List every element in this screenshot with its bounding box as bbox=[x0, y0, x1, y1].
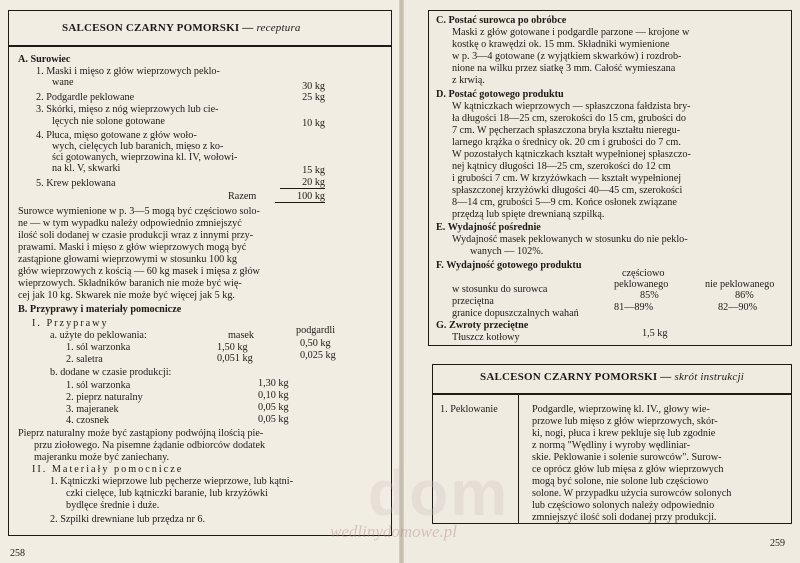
item-4-line4: na kl. V, skwarki bbox=[52, 163, 121, 174]
e-line: Wydajność masek peklowanych w stosunku do nie peklo- bbox=[452, 234, 688, 245]
pekl-row-2-v1: 0,051 kg bbox=[217, 353, 253, 364]
instruction-title bbox=[480, 371, 744, 383]
c-line: z krwią. bbox=[452, 75, 485, 86]
d-line: 8—14 cm, grubości 5—9 cm. Końce osłonek związane bbox=[452, 197, 677, 208]
section-f-heading: F. Wydajność gotowego produktu bbox=[436, 260, 582, 271]
pekl-row-1-v1: 1,50 kg bbox=[217, 342, 248, 353]
subsection-a: a. użyte do peklowania: bbox=[50, 330, 147, 341]
item-5-qty: 20 kg bbox=[280, 177, 325, 189]
material-1-line1: 1. Kątniczki wieprzowe lub pęcherze wieprzowe, lub kątni- bbox=[50, 476, 293, 487]
para1-line: prawami. Maski i mięso z głów wieprzowych mogą być bbox=[18, 242, 247, 253]
item-3-qty: 10 kg bbox=[302, 118, 325, 129]
section-c-heading: C. Postać surowca po obróbce bbox=[436, 15, 567, 26]
instruction-title-sub: skrót instrukcji bbox=[674, 371, 744, 383]
para1-line: cej jak 10 kg. Skwarek nie może być więcej jak 5 kg. bbox=[18, 290, 235, 301]
instruction-line: lub częściowo solonych należy odpowiednio bbox=[532, 500, 715, 511]
instruction-line: z normą "Wędliny i wyroby wędliniar- bbox=[532, 440, 691, 451]
d-line: W pozostałych kątniczkach kształt wypełnionej spłaszczo- bbox=[452, 149, 691, 160]
watermark-large: dom bbox=[368, 457, 510, 529]
pekl-row-2-v2: 0,025 kg bbox=[300, 350, 336, 361]
d-line: 7 cm. W pęcherzach spłaszczona bryła kształtu nieregu- bbox=[452, 125, 681, 136]
instruction-line: zmniejszyć ilość soli dodanej przy produkcji. bbox=[532, 512, 717, 523]
pekl-row-1-v2: 0,50 kg bbox=[300, 338, 331, 349]
subsection-b: b. dodane w czasie produkcji: bbox=[50, 367, 172, 378]
f-row3-v2: 82—90% bbox=[718, 302, 758, 313]
item-1-line2: wane bbox=[52, 77, 74, 88]
col-podgardli: podgardli bbox=[296, 325, 336, 336]
para1-line: wieprzowych. Składników baranich nie może być wię- bbox=[18, 278, 242, 289]
pekl-row-1-name: 1. sól warzonka bbox=[66, 342, 131, 353]
instruction-line: solone. W przypadku użycia surowców solonych bbox=[532, 488, 732, 499]
instruction-line: ki, nogi, płuca i krew pekluje się lub zgodnie bbox=[532, 428, 716, 439]
material-1-line3: bydlęce średnie i duże. bbox=[66, 500, 160, 511]
section-ii-heading: II. Materiały pomocnicze bbox=[32, 464, 184, 475]
d-line: i grubości 7 cm. W krzyżówkach — kształt wypełnionej bbox=[452, 173, 682, 184]
prod-row-3-name: 3. majeranek bbox=[66, 404, 119, 415]
instruction-line: ce oprócz głów lub mięsa z głów wieprzowych bbox=[532, 464, 724, 475]
instruction-title-text: SALCESON CZARNY POMORSKI — bbox=[480, 371, 672, 383]
item-4-line3: ści gotowanych, wieprzowina kl. IV, wołowi- bbox=[52, 152, 238, 163]
item-2-line1: 2. Podgardle peklowane bbox=[36, 92, 135, 103]
c-line: w p. 3—4 gotowane (z wyjątkiem skwarków) i rozdrob- bbox=[452, 51, 682, 62]
f-col1-line2: peklowanego bbox=[614, 279, 669, 290]
item-5-line1: 5. Krew peklowana bbox=[36, 178, 116, 189]
d-line: spłaszczonej krzyżówki długości 40—45 cm, szerokości bbox=[452, 185, 683, 196]
f-row2-v2: 86% bbox=[735, 290, 754, 301]
watermark: wedlinydomowe.pl bbox=[330, 522, 458, 541]
section-b-heading: B. Przyprawy i materiały pomocnicze bbox=[18, 304, 182, 315]
prod-row-2-v: 0,10 kg bbox=[258, 390, 289, 401]
d-line: larnego krążka o średnicy ok. 20 cm i grubości do 7 cm. bbox=[452, 137, 681, 148]
f-row1: w stosunku do surowca bbox=[452, 284, 548, 295]
para2-line: przu ziołowego. Na pisemne żądanie odbiorców dodatek bbox=[34, 440, 266, 451]
item-1-line1: 1. Maski i mięso z głów wieprzowych peklo- bbox=[36, 66, 220, 77]
prod-row-4-v: 0,05 kg bbox=[258, 414, 289, 425]
prod-row-1-v: 1,30 kg bbox=[258, 378, 289, 389]
d-line: nej kątnicy długości 18—25 cm, szerokości do 12 cm bbox=[452, 161, 671, 172]
page-number-right: 259 bbox=[770, 538, 785, 549]
para1-line: ne — w tym wypadku należy odpowiednio zmniejszyć bbox=[18, 218, 242, 229]
f-col2: nie peklowanego bbox=[705, 279, 775, 290]
col-masek: masek bbox=[228, 330, 255, 341]
f-row2-v1: 85% bbox=[640, 290, 659, 301]
item-4-line2: wych, cielęcych lub baranich, mięso z ko- bbox=[52, 141, 224, 152]
d-line: ła długości 18—25 cm, szerokości do 15 cm, grubości do bbox=[452, 113, 686, 124]
e-line: wanych — 102%. bbox=[470, 246, 544, 257]
item-2-qty: 25 kg bbox=[302, 92, 325, 103]
para2-line: majeranku może być zaniechany. bbox=[34, 452, 170, 463]
f-row3: granice dopuszczalnych wahań bbox=[452, 308, 579, 319]
instruction-step-label: 1. Peklowanie bbox=[440, 404, 498, 415]
para1-line: głów wieprzowych z kością — 60 kg masek i mięsa z głów bbox=[18, 266, 260, 277]
instruction-column-divider bbox=[518, 394, 519, 524]
para1-line: Surowce wymienione w p. 3—5 mogą być częściowo solo- bbox=[18, 206, 260, 217]
recipe-title-sub: receptura bbox=[256, 22, 301, 34]
recipe-title-text: SALCESON CZARNY POMORSKI — bbox=[62, 22, 254, 34]
para2-line: Pieprz naturalny może być zastąpiony podwójną ilością pie- bbox=[18, 428, 264, 439]
para1-line: zastąpione głowami wieprzowymi w stosunku 100 kg bbox=[18, 254, 237, 265]
d-line: W kątniczkach wieprzowych — spłaszczona fałdzista bry- bbox=[452, 101, 691, 112]
section-i-heading: I. Przyprawy bbox=[32, 318, 109, 329]
item-4-line1: 4. Płuca, mięso gotowane z głów woło- bbox=[36, 130, 197, 141]
recipe-title bbox=[62, 22, 301, 34]
prod-row-3-v: 0,05 kg bbox=[258, 402, 289, 413]
f-col1-line1: częściowo bbox=[622, 268, 665, 279]
section-g-heading: G. Zwroty przeciętne bbox=[436, 320, 529, 331]
instruction-line: Podgardle, wieprzowinę kl. IV., głowy wie- bbox=[532, 404, 710, 415]
section-e-heading: E. Wydajność pośrednie bbox=[436, 222, 541, 233]
prod-row-2-name: 2. pieprz naturalny bbox=[66, 392, 143, 403]
instruction-line: przowe lub mięso z głów wieprzowych, skór- bbox=[532, 416, 718, 427]
item-3-line2: lęcych nie solone gotowane bbox=[52, 116, 165, 127]
c-line: nione na wilku przez siatkę 3 mm. Całość wymieszana bbox=[452, 63, 676, 74]
c-line: Maski z głów gotowane i podgardle parzone — krojone w bbox=[452, 27, 690, 38]
material-1-line2: czki cielęce, lub kątniczki baranie, lub krzyżówki bbox=[66, 488, 268, 499]
prod-row-4-name: 4. czosnek bbox=[66, 415, 109, 426]
sum-label: Razem bbox=[228, 191, 257, 202]
g-row: Tłuszcz kotłowy bbox=[452, 332, 520, 343]
item-1-qty: 30 kg bbox=[302, 81, 325, 92]
instruction-line: mogą być solone, nie solone lub częściowo bbox=[532, 476, 709, 487]
g-value: 1,5 kg bbox=[642, 328, 668, 339]
section-d-heading: D. Postać gotowego produktu bbox=[436, 89, 564, 100]
f-row2: przeciętna bbox=[452, 296, 494, 307]
d-line: przędzą lub spięte drewnianą szpilką. bbox=[452, 209, 605, 220]
material-2: 2. Szpilki drewniane lub przędza nr 6. bbox=[50, 514, 206, 525]
para1-line: ilość soli dodanej w czasie produkcji wraz z innymi przy- bbox=[18, 230, 254, 241]
page-number-left: 258 bbox=[10, 548, 25, 559]
instruction-line: skie. Peklowanie i solenie surowców". Surow- bbox=[532, 452, 722, 463]
prod-row-1-name: 1. sól warzonka bbox=[66, 380, 131, 391]
sum-qty: 100 kg bbox=[275, 191, 325, 203]
f-row3-v1: 81—89% bbox=[614, 302, 654, 313]
item-3-line1: 3. Skórki, mięso z nóg wieprzowych lub cie- bbox=[36, 104, 219, 115]
pekl-row-2-name: 2. saletra bbox=[66, 354, 103, 365]
c-line: kostkę o krawędzi ok. 15 mm. Składniki wymienione bbox=[452, 39, 670, 50]
section-a-heading: A. Surowiec bbox=[18, 54, 71, 65]
item-4-qty: 15 kg bbox=[302, 165, 325, 176]
